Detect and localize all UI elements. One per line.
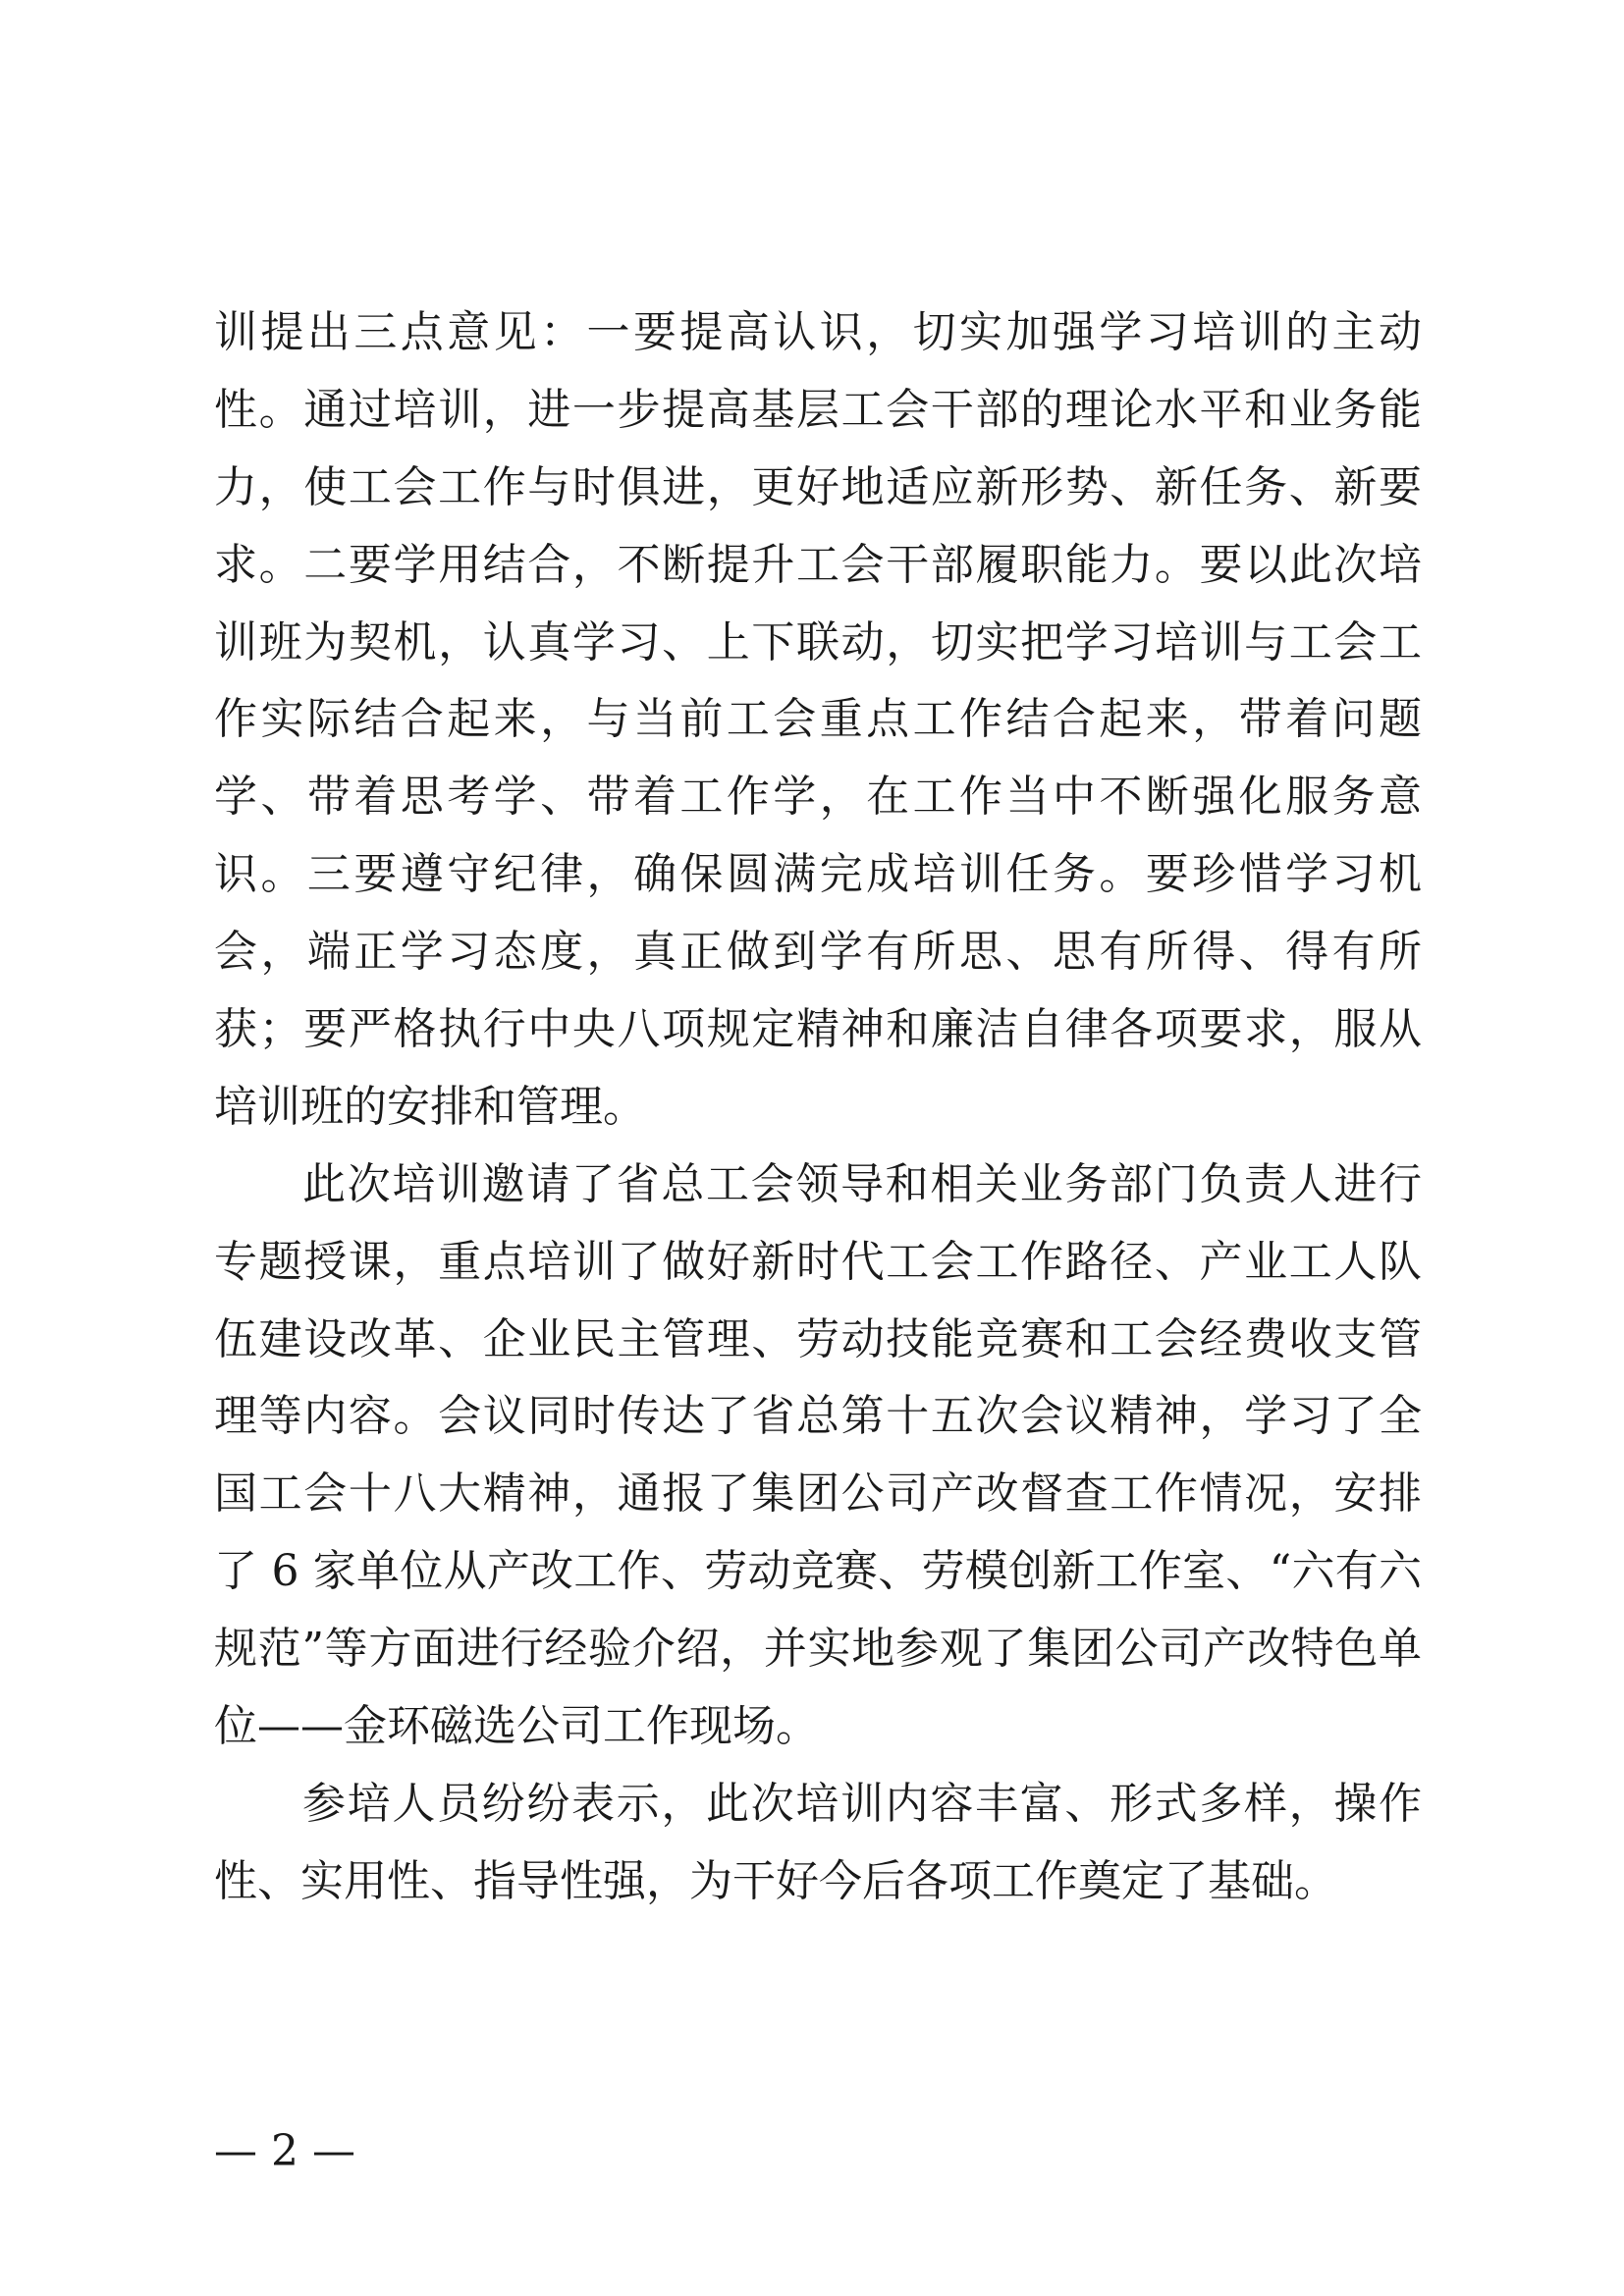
- text-line: 会，端正学习态度，真正做到学有所思、思有所得、得有所: [214, 927, 1422, 978]
- text-line: 规范”等方面进行经验介绍，并实地参观了集团公司产改特色单: [214, 1624, 1422, 1675]
- body-text: [214, 294, 1422, 1921]
- paragraph-start-line: 参培人员纷纷表示，此次培训内容丰富、形式多样，操作: [302, 1778, 1422, 1829]
- text-line: 力，使工会工作与时俱进，更好地适应新形势、新任务、新要: [214, 461, 1422, 512]
- text-line: 获；要严格执行中央八项规定精神和廉洁自律各项要求，服从: [214, 1004, 1422, 1055]
- text-line: 了 6 家单位从产改工作、劳动竞赛、劳模创新工作室、“六有六: [214, 1546, 1422, 1597]
- text-line: 培训班的安排和管理。: [214, 1081, 646, 1132]
- text-line: 专题授课，重点培训了做好新时代工会工作路径、产业工人队: [214, 1236, 1422, 1287]
- text-line: 作实际结合起来，与当前工会重点工作结合起来，带着问题: [214, 694, 1422, 745]
- text-line: 训提出三点意见：一要提高认识，切实加强学习培训的主动: [214, 307, 1422, 357]
- text-line: 训班为契机，认真学习、上下联动，切实把学习培训与工会工: [214, 616, 1422, 667]
- text-line: 国工会十八大精神，通报了集团公司产改督查工作情况，安排: [214, 1468, 1422, 1520]
- paragraph-start-line: 此次培训邀请了省总工会领导和相关业务部门负责人进行: [302, 1158, 1422, 1209]
- text-line: 位——金环磁选公司工作现场。: [214, 1701, 819, 1752]
- text-line: 性、实用性、指导性强，为干好今后各项工作奠定了基础。: [214, 1855, 1337, 1906]
- text-line: 伍建设改革、企业民主管理、劳动技能竞赛和工会经费收支管: [214, 1313, 1422, 1364]
- text-line: 求。二要学用结合，不断提升工会干部履职能力。要以此次培: [214, 539, 1422, 590]
- text-line: 理等内容。会议同时传达了省总第十五次会议精神，学习了全: [214, 1391, 1422, 1442]
- text-line: 性。通过培训，进一步提高基层工会干部的理论水平和业务能: [214, 384, 1422, 435]
- page-number: — 2 —: [214, 2126, 355, 2176]
- text-line: 识。三要遵守纪律，确保圆满完成培训任务。要珍惜学习机: [214, 849, 1422, 900]
- text-line: 学、带着思考学、带着工作学，在工作当中不断强化服务意: [214, 772, 1422, 823]
